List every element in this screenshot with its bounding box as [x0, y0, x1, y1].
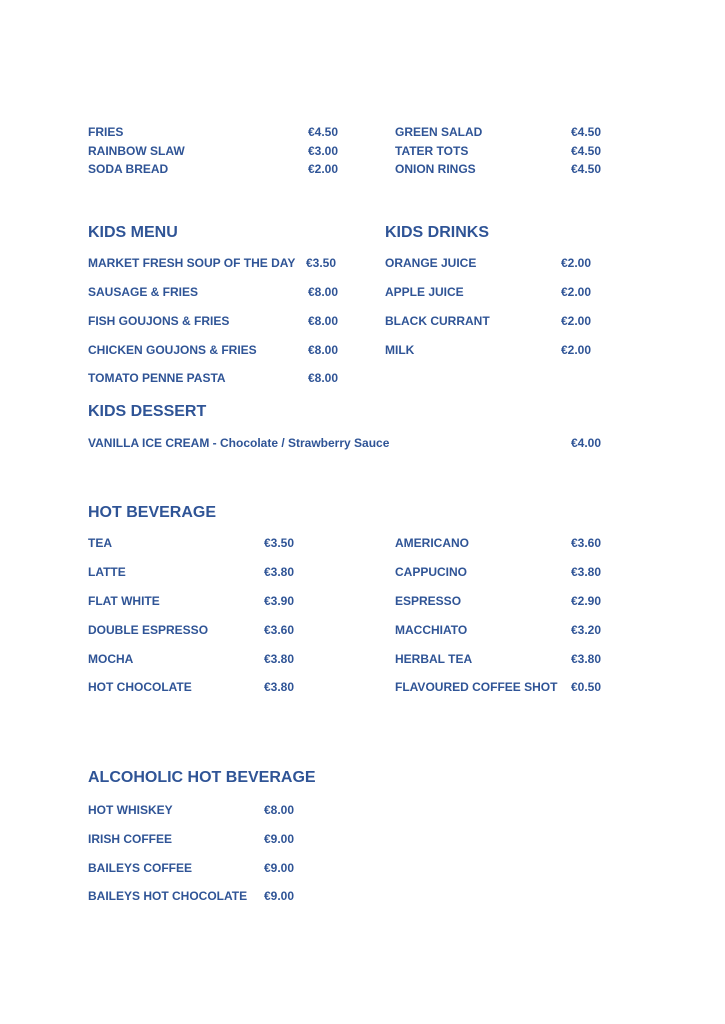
menu-item-name: RAINBOW SLAW [88, 144, 185, 158]
menu-item-name: FRIES [88, 125, 124, 139]
menu-item-name: MACCHIATO [395, 623, 468, 637]
menu-item-price: €2.00 [561, 343, 592, 357]
menu-item-price: €9.00 [264, 889, 295, 903]
menu-item-name: TOMATO PENNE PASTA [88, 371, 226, 385]
menu-item-name: VANILLA ICE CREAM - Chocolate / Strawberry Sauce [88, 436, 390, 450]
menu-item-name: HERBAL TEA [395, 652, 473, 666]
menu-item-name: HOT WHISKEY [88, 803, 173, 817]
menu-item-price: €8.00 [264, 803, 295, 817]
section-heading-hot-beverage: HOT BEVERAGE [88, 504, 217, 521]
menu-item-price: €9.00 [264, 832, 295, 846]
menu-item-name: BAILEYS HOT CHOCOLATE [88, 889, 248, 903]
menu-item-price: €3.60 [264, 623, 295, 637]
menu-item-price: €9.00 [264, 861, 295, 875]
section-heading-kids-drinks: KIDS DRINKS [385, 224, 490, 241]
menu-item-name: TEA [88, 536, 112, 550]
menu-item-name: AMERICANO [395, 536, 469, 550]
menu-item-price: €8.00 [308, 314, 339, 328]
menu-item-name: TATER TOTS [395, 144, 469, 158]
menu-item-price: €3.90 [264, 594, 295, 608]
menu-item-price: €2.00 [308, 162, 339, 176]
menu-item-name: DOUBLE ESPRESSO [88, 623, 209, 637]
menu-item-price: €2.00 [561, 314, 592, 328]
menu-item-price: €3.60 [571, 536, 602, 550]
section-heading-kids-dessert: KIDS DESSERT [88, 403, 207, 420]
menu-item-name: ONION RINGS [395, 162, 476, 176]
menu-item-name: SAUSAGE & FRIES [88, 285, 199, 299]
menu-item-price: €3.80 [571, 652, 602, 666]
section-heading-alcoholic-hot-beverage: ALCOHOLIC HOT BEVERAGE [88, 769, 316, 786]
menu-item-name: FLAT WHITE [88, 594, 160, 608]
menu-item-name: BAILEYS COFFEE [88, 861, 193, 875]
menu-item-price: €3.50 [306, 256, 337, 270]
menu-item-name: FLAVOURED COFFEE SHOT [395, 680, 558, 694]
menu-item-name: HOT CHOCOLATE [88, 680, 192, 694]
menu-item-name: SODA BREAD [88, 162, 169, 176]
menu-item-name: CHICKEN GOUJONS & FRIES [88, 343, 257, 357]
menu-item-price: €8.00 [308, 285, 339, 299]
menu-item-price: €4.50 [308, 125, 339, 139]
menu-item-price: €4.50 [571, 162, 602, 176]
menu-item-name: IRISH COFFEE [88, 832, 173, 846]
menu-item-price: €3.00 [308, 144, 339, 158]
menu-item-price: €3.80 [264, 565, 295, 579]
menu-item-name: MARKET FRESH SOUP OF THE DAY [88, 256, 296, 270]
menu-item-name: LATTE [88, 565, 126, 579]
menu-item-name: GREEN SALAD [395, 125, 483, 139]
menu-item-price: €2.00 [561, 285, 592, 299]
menu-item-name: APPLE JUICE [385, 285, 464, 299]
menu-item-name: MILK [385, 343, 415, 357]
menu-item-price: €8.00 [308, 343, 339, 357]
menu-item-price: €3.20 [571, 623, 602, 637]
section-heading-kids-menu: KIDS MENU [88, 224, 178, 241]
menu-item-price: €3.80 [264, 680, 295, 694]
menu-item-price: €8.00 [308, 371, 339, 385]
menu-item-name: ESPRESSO [395, 594, 462, 608]
menu-item-price: €2.90 [571, 594, 602, 608]
menu-item-price: €4.00 [571, 436, 602, 450]
menu-item-price: €3.50 [264, 536, 295, 550]
menu-item-price: €3.80 [264, 652, 295, 666]
menu-item-name: CAPPUCINO [395, 565, 468, 579]
menu-item-price: €4.50 [571, 144, 602, 158]
menu-item-price: €0.50 [571, 680, 602, 694]
menu-item-price: €2.00 [561, 256, 592, 270]
menu-item-name: BLACK CURRANT [385, 314, 490, 328]
menu-item-name: ORANGE JUICE [385, 256, 477, 270]
menu-item-name: MOCHA [88, 652, 134, 666]
menu-item-name: FISH GOUJONS & FRIES [88, 314, 230, 328]
menu-item-price: €3.80 [571, 565, 602, 579]
menu-item-price: €4.50 [571, 125, 602, 139]
